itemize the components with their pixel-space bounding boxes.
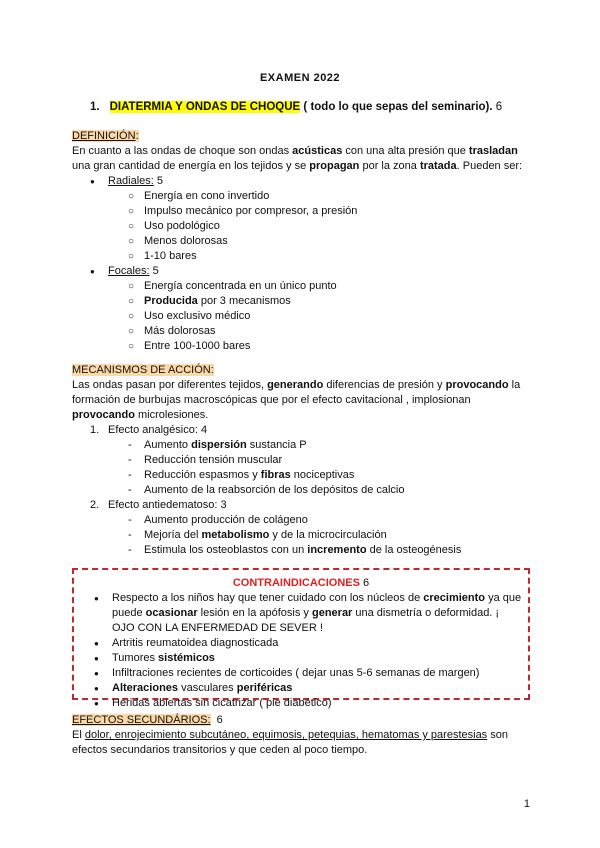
list-item	[72, 174, 532, 189]
text-run: la formación de burbujas macroscópicas que por el efecto cavitacional , implosionan	[72, 379, 521, 406]
contraindicaciones-heading	[74, 576, 528, 591]
mecanismos-heading: MECANISMOS DE ACCIÓN:	[72, 364, 214, 376]
list-item: ○ Uso exclusivo médico	[72, 309, 532, 324]
text-bold: periféricas	[236, 682, 293, 694]
text-bold: incremento	[307, 544, 367, 556]
list-item	[72, 528, 532, 543]
text-bold: sistémicos	[158, 652, 215, 664]
text-bold: trasladan	[468, 145, 518, 157]
list-item: ○ Más dolorosas	[72, 324, 532, 339]
list-item	[72, 543, 532, 558]
list-item	[72, 264, 532, 279]
text-bold: Producida	[144, 295, 198, 307]
list-item: ○ Uso podológico	[72, 219, 532, 234]
text-bold: crecimiento	[423, 592, 486, 604]
list-item: ● Artritis reumatoidea diagnosticada	[74, 636, 528, 651]
text-run: sustancia P	[246, 439, 307, 451]
text-run: por 3 mecanismos	[197, 295, 291, 307]
text-run: nociceptivas	[290, 469, 355, 481]
efectos-section	[72, 713, 532, 758]
text-bold: fibras	[260, 469, 291, 481]
list-item	[74, 591, 528, 636]
page-number: 1	[523, 798, 530, 810]
contraindicaciones-box	[72, 568, 530, 709]
contraindicaciones-score: 6	[359, 577, 370, 589]
text-run: En cuanto a las ondas de choque son ondas	[72, 145, 293, 157]
text-bold: Alteraciones	[112, 682, 179, 694]
exam-title: EXAMEN 2022	[259, 72, 341, 84]
text-run: Reducción espasmos y	[144, 469, 261, 481]
text-run: lesión en la apófosis y	[197, 607, 312, 619]
list-item	[72, 468, 532, 483]
text-run: Aumento producción de colágeno	[144, 514, 308, 526]
question-score: 6	[492, 101, 503, 113]
efectos-score: 6	[210, 714, 223, 726]
list-item	[72, 453, 532, 468]
text-run: vasculares	[178, 682, 237, 694]
text-run: Aumento de la reabsorción de los depósitos de calcio	[144, 484, 405, 496]
radiales-score: 5	[153, 175, 164, 187]
mecanismos-text	[72, 378, 532, 423]
text-bold: metabolismo	[201, 529, 270, 541]
list-item: ● Heridas abiertas sin cicatrizar ( pie diabético)	[74, 696, 528, 711]
list-item: ○ Energía concentrada en un único punto	[72, 279, 532, 294]
text-bold: acústicas	[292, 145, 343, 157]
text-run: una gran cantidad de energía en los tejidos y se	[72, 160, 310, 172]
text-underline: dolor, enrojecimiento subcutáneo, equimosis, petequias, hematomas y parestesias	[84, 729, 488, 741]
text-run: Tumores	[112, 652, 159, 664]
question-1	[90, 100, 502, 115]
list-item	[72, 423, 532, 438]
text-run: son efectos secundarios transitorios y que ceden al poco tiempo.	[72, 729, 508, 756]
text-run: con una alta presión que	[342, 145, 469, 157]
text-run: de la osteogénesis	[366, 544, 462, 556]
focales-score: 5	[149, 265, 159, 277]
list-item	[72, 438, 532, 453]
text-run: diferencias de presión y	[323, 379, 446, 391]
text-run: ya que puede	[112, 592, 522, 619]
mecanismos-section	[72, 363, 532, 558]
text-bold: provocando	[72, 409, 135, 421]
focales-label: Focales:	[108, 265, 150, 277]
list-item: ○ Impulso mecánico por compresor, a presión	[72, 204, 532, 219]
contraindicaciones-title: CONTRAINDICACIONES	[232, 577, 360, 589]
efectos-heading: EFECTOS SECUNDÁRIOS:	[72, 714, 211, 726]
definicion-text	[72, 144, 532, 174]
list-item	[74, 681, 528, 696]
list-item: ○ 1-10 bares	[72, 249, 532, 264]
text-run: El	[72, 729, 85, 741]
definicion-heading-colon: :	[135, 130, 139, 142]
text-bold: generando	[267, 379, 324, 391]
text-run: Las ondas pasan por diferentes tejidos,	[72, 379, 268, 391]
effect-label: Efecto antiedematoso: 3	[108, 499, 227, 511]
question-number: 1.	[90, 101, 100, 113]
definicion-heading: DEFINICIÓN	[72, 130, 136, 142]
text-bold: generar	[311, 607, 353, 619]
text-run: Respecto a los niños hay que tener cuidado con los núcleos de	[112, 592, 424, 604]
list-item	[72, 294, 532, 309]
ondas-types-list	[72, 174, 532, 354]
list-item	[74, 651, 528, 666]
text-run: por la zona	[359, 160, 420, 172]
list-item	[72, 483, 532, 498]
definicion-section	[72, 129, 532, 354]
text-run: y de la microcirculación	[269, 529, 387, 541]
text-run: Aumento	[144, 439, 192, 451]
effect-label: Efecto analgésico: 4	[108, 424, 208, 436]
list-item	[72, 513, 532, 528]
effects-list	[72, 423, 532, 558]
text-bold: propagan	[309, 160, 360, 172]
question-topic: DIATERMIA Y ONDAS DE CHOQUE	[109, 101, 301, 113]
question-rest: ( todo lo que sepas del seminario).	[300, 101, 493, 113]
text-run: Reducción tensión muscular	[144, 454, 283, 466]
list-item: ● Infiltraciones recientes de corticoides ( dejar unas 5-6 semanas de margen)	[74, 666, 528, 681]
list-item: ○ Menos dolorosas	[72, 234, 532, 249]
text-run: Mejoría del	[144, 529, 202, 541]
text-bold: ocasionar	[145, 607, 198, 619]
text-bold: dispersión	[191, 439, 247, 451]
text-run: microlesiones.	[134, 409, 209, 421]
text-bold: tratada	[419, 160, 457, 172]
text-bold: provocando	[445, 379, 509, 391]
list-item: ○ Energía en cono invertido	[72, 189, 532, 204]
list-item	[72, 498, 532, 513]
text-run: . Pueden ser:	[456, 160, 523, 172]
text-run: una dismetría o deformidad. ¡ OJO CON LA ENFERMEDAD DE SEVER !	[112, 607, 500, 634]
list-number: 1.	[90, 424, 100, 436]
list-number: 2.	[90, 499, 100, 511]
radiales-label: Radiales:	[108, 175, 154, 187]
list-item: ○ Entre 100-1000 bares	[72, 339, 532, 354]
efectos-text	[72, 728, 532, 758]
text-run: Estimula los osteoblastos con un	[144, 544, 308, 556]
